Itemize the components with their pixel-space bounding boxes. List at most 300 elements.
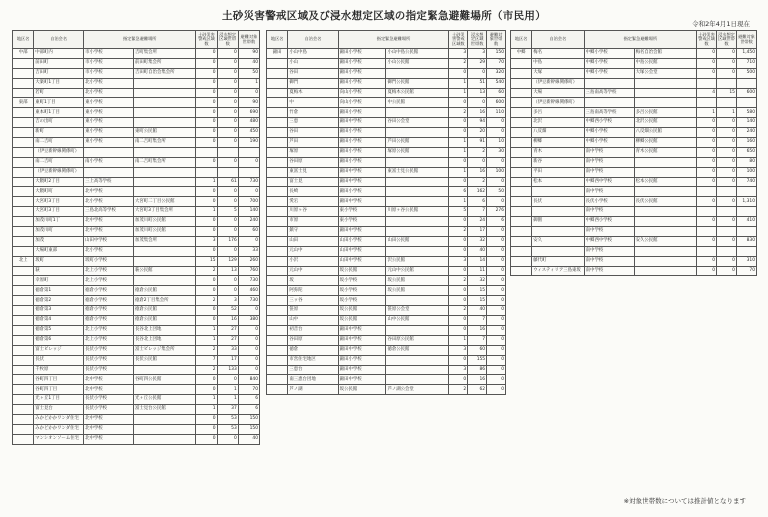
table-row xyxy=(267,217,506,227)
table-row xyxy=(13,88,260,98)
table-cell: 600 xyxy=(487,98,506,108)
table-cell: 藤代町 xyxy=(532,256,584,266)
table-cell: 中郷小学校 xyxy=(584,49,634,59)
table-row xyxy=(13,266,260,276)
table-row xyxy=(267,138,506,148)
table-row xyxy=(13,49,260,59)
table-row xyxy=(13,138,260,148)
table-cell xyxy=(133,167,195,177)
table-cell: 錦田中学校 xyxy=(338,177,386,187)
table-row xyxy=(13,167,260,177)
column-header: 土砂災害警戒区域数 xyxy=(697,31,717,49)
table-cell xyxy=(386,355,449,365)
table-cell: 0 xyxy=(217,49,238,59)
table-cell: 北中学校 xyxy=(84,424,134,434)
table-cell xyxy=(238,147,259,157)
table-cell: 52 xyxy=(217,306,238,316)
table-cell xyxy=(634,88,696,98)
table-cell: 0 xyxy=(217,246,238,256)
table-cell: 60 xyxy=(487,88,506,98)
table-cell: 650 xyxy=(736,147,756,157)
table-cell xyxy=(736,98,756,108)
table-cell xyxy=(267,345,288,355)
table-cell xyxy=(13,58,34,68)
table-cell: 0 xyxy=(238,236,259,246)
table-cell: 小山中島 xyxy=(288,49,338,59)
column-header: 浸水想定区域世帯数 xyxy=(717,31,737,49)
table-cell: 0 xyxy=(217,88,238,98)
table-cell: 53 xyxy=(217,424,238,434)
table-cell: 0 xyxy=(717,167,737,177)
table-cell: 北中学校 xyxy=(84,414,134,424)
table-cell: 2 xyxy=(449,385,468,395)
column-header: 避難対象世帯数 xyxy=(487,31,506,49)
table-cell: 730 xyxy=(238,276,259,286)
table-cell xyxy=(634,157,696,167)
table-cell xyxy=(511,207,532,217)
table-cell: 千枚原 xyxy=(34,365,84,375)
table-cell: 2 xyxy=(449,276,468,286)
table-cell: 0 xyxy=(238,187,259,197)
document-title: 土砂災害警戒区域及び浸水想定区域の指定緊急避難場所（市民用） xyxy=(222,10,546,22)
table-cell: 大塚 xyxy=(532,68,584,78)
table-cell: 2 xyxy=(449,306,468,316)
table-cell: マンシオンソーム住宅 xyxy=(34,434,84,444)
table-row xyxy=(511,68,757,78)
table-cell: 徳倉公民館 xyxy=(133,316,195,326)
table-cell xyxy=(13,276,34,286)
table-row xyxy=(13,118,260,128)
table-cell: 0 xyxy=(717,236,737,246)
table-cell: 松本 xyxy=(532,177,584,187)
table-row xyxy=(267,197,506,207)
table-cell: 吉町集会所 xyxy=(133,49,195,59)
table-cell: 山田中学校 xyxy=(338,246,386,256)
table-cell xyxy=(267,385,288,395)
table-cell: 1,450 xyxy=(736,49,756,59)
table-cell: 7 xyxy=(468,335,487,345)
table-row xyxy=(511,197,757,207)
table-row xyxy=(267,345,506,355)
table-cell: 長伏公民館 xyxy=(133,355,195,365)
table-cell: 6 xyxy=(468,197,487,207)
column-header: 自治会名 xyxy=(288,31,338,49)
table-cell: 0 xyxy=(487,227,506,237)
table-cell: 錦田小学校 xyxy=(338,355,386,365)
table-cell xyxy=(267,266,288,276)
table-cell: 0 xyxy=(217,98,238,108)
table-cell: 3 xyxy=(449,365,468,375)
table-cell: 0 xyxy=(697,217,717,227)
table-row xyxy=(13,157,260,167)
table-cell: 0 xyxy=(449,236,468,246)
table-cell xyxy=(267,78,288,88)
table-cell xyxy=(133,246,195,256)
table-cell: 坂小学校 xyxy=(338,286,386,296)
table-cell: 0 xyxy=(717,197,737,207)
table-cell: 0 xyxy=(487,246,506,256)
table-cell: 東本町1丁目 xyxy=(34,108,84,118)
table-cell: 芦田公民館 xyxy=(386,138,449,148)
table-cell: 大隈町2丁目 xyxy=(34,177,84,187)
table-cell: 27 xyxy=(217,325,238,335)
table-cell xyxy=(13,355,34,365)
table-row xyxy=(13,128,260,138)
table-cell: 24 xyxy=(468,217,487,227)
table-cell: 北中学校 xyxy=(84,385,134,395)
table-cell: 730 xyxy=(238,177,259,187)
table-cell xyxy=(267,296,288,306)
table-cell: 840 xyxy=(238,375,259,385)
table-cell: 三上高等学校 xyxy=(84,177,134,187)
table-cell xyxy=(217,147,238,157)
table-cell xyxy=(13,405,34,415)
table-row xyxy=(13,236,260,246)
table-cell: 0 xyxy=(468,157,487,167)
table-cell xyxy=(386,177,449,187)
table-cell xyxy=(13,157,34,167)
table-cell: 3 xyxy=(196,236,217,246)
table-cell xyxy=(511,138,532,148)
table-cell: 1 xyxy=(449,88,468,98)
table-cell: 80 xyxy=(736,157,756,167)
table-cell: 86 xyxy=(468,365,487,375)
table-row xyxy=(511,108,757,118)
table-cell: 61 xyxy=(217,177,238,187)
table-cell: 中郷西中学校 xyxy=(584,236,634,246)
table-cell: 平田 xyxy=(532,167,584,177)
table-cell xyxy=(13,434,34,444)
table-cell: 15 xyxy=(468,286,487,296)
table-cell: 松本公民館 xyxy=(634,177,696,187)
table-cell xyxy=(267,246,288,256)
table-cell xyxy=(13,385,34,395)
table-cell: 1 xyxy=(449,335,468,345)
table-cell: 多呂 xyxy=(532,108,584,118)
table-cell xyxy=(13,197,34,207)
table-cell xyxy=(584,98,634,108)
table-cell: 0 xyxy=(217,286,238,296)
table-cell: 0 xyxy=(217,138,238,148)
table-row xyxy=(511,147,757,157)
table-cell xyxy=(386,68,449,78)
table-cell: 11 xyxy=(468,266,487,276)
table-cell xyxy=(133,414,195,424)
table-cell: 0 xyxy=(449,217,468,227)
column-header: 浸水想定区域世帯数 xyxy=(468,31,487,49)
table-cell xyxy=(511,108,532,118)
table-cell: 1 xyxy=(449,78,468,88)
table-cell: 北中学校 xyxy=(84,227,134,237)
table-row xyxy=(511,128,757,138)
table-row xyxy=(267,355,506,365)
table-cell: 小山公民館 xyxy=(386,58,449,68)
table-cell: 0 xyxy=(487,286,506,296)
table-cell: 長伏公民館 xyxy=(634,197,696,207)
table-cell: 62 xyxy=(468,385,487,395)
table-cell xyxy=(267,227,288,237)
table-cell: 27 xyxy=(217,335,238,345)
table-cell: 北小学校 xyxy=(84,88,134,98)
table-cell: 17 xyxy=(468,227,487,237)
table-cell: 0 xyxy=(449,177,468,187)
table-cell: 0 xyxy=(487,355,506,365)
table-cell xyxy=(634,246,696,256)
table-cell: 760 xyxy=(238,266,259,276)
table-cell xyxy=(267,147,288,157)
table-cell: 450 xyxy=(238,128,259,138)
table-cell xyxy=(267,118,288,128)
table-cell: 加茂集会所 xyxy=(133,236,195,246)
table-cell: 吉田町自治会集会所 xyxy=(133,68,195,78)
table-cell: 0 xyxy=(487,197,506,207)
table-cell: 北中学校 xyxy=(84,375,134,385)
table-cell: 富士見台公民館 xyxy=(133,405,195,415)
table-cell: 夏梅木公民館 xyxy=(386,88,449,98)
table-cell: 310 xyxy=(736,256,756,266)
table-cell: 小沢 xyxy=(288,256,338,266)
table-cell: 錦田小学校 xyxy=(338,108,386,118)
column-header: 避難対象世帯数 xyxy=(238,31,259,49)
table-cell: 大宮町3丁目集会所 xyxy=(133,207,195,217)
table-cell: 13 xyxy=(217,266,238,276)
table-cell xyxy=(133,276,195,286)
table-cell: 40 xyxy=(238,434,259,444)
table-cell: 0 xyxy=(449,157,468,167)
table-cell: 70 xyxy=(487,58,506,68)
table-row xyxy=(267,187,506,197)
table-cell: 37 xyxy=(217,405,238,415)
table-cell: 錦田小学校 xyxy=(338,128,386,138)
table-cell: 0 xyxy=(217,118,238,128)
table-cell: 0 xyxy=(217,217,238,227)
table-cell xyxy=(511,88,532,98)
table-cell: 東小学校 xyxy=(84,138,134,148)
table-cell: 0 xyxy=(217,157,238,167)
table-row xyxy=(267,118,506,128)
table-cell: 川原ヶ谷 xyxy=(288,207,338,217)
table-cell: 0 xyxy=(697,177,717,187)
table-cell xyxy=(511,167,532,177)
table-cell: 谷田原公民館 xyxy=(386,335,449,345)
table-cell: 坂小学校 xyxy=(338,296,386,306)
table-cell xyxy=(267,375,288,385)
table-row xyxy=(13,68,260,78)
table-cell xyxy=(133,88,195,98)
table-cell xyxy=(133,187,195,197)
table-cell: 51 xyxy=(468,78,487,88)
column-header: 浸水想定区域世帯数 xyxy=(217,31,238,49)
table-row xyxy=(13,58,260,68)
table-cell xyxy=(511,58,532,68)
table-cell: 徳倉公民館 xyxy=(133,286,195,296)
table-cell: 0 xyxy=(468,68,487,78)
table-cell: 10 xyxy=(487,138,506,148)
table-cell: 芦ノ湖公会堂 xyxy=(386,385,449,395)
table-cell: 410 xyxy=(736,217,756,227)
table-cell: 2 xyxy=(196,266,217,276)
table-cell: 初音台 xyxy=(288,325,338,335)
table-cell xyxy=(634,187,696,197)
table-row xyxy=(13,385,260,395)
table-cell xyxy=(267,355,288,365)
table-cell: 長伏小学校 xyxy=(84,345,134,355)
table-cell: 萩 xyxy=(34,266,84,276)
table-cell xyxy=(267,316,288,326)
table-cell xyxy=(267,256,288,266)
table-cell: 中郷小学校 xyxy=(584,138,634,148)
table-cell: 0 xyxy=(196,58,217,68)
table-row xyxy=(267,276,506,286)
table-row xyxy=(511,266,757,276)
table-cell: 北小学校 xyxy=(84,78,134,88)
table-cell: 中郷小学校 xyxy=(584,128,634,138)
table-cell: 安久 xyxy=(532,236,584,246)
table-cell: （伊豆新幹線関係町） xyxy=(532,98,584,108)
table-cell: 小山 xyxy=(288,58,338,68)
table-cell: 150 xyxy=(238,424,259,434)
table-cell: 0 xyxy=(217,375,238,385)
table-cell: 三島南高等学校 xyxy=(584,108,634,118)
table-cell xyxy=(133,256,195,266)
table-cell xyxy=(133,424,195,434)
table-cell: 0 xyxy=(697,157,717,167)
table-cell: 笹原 xyxy=(288,306,338,316)
table-cell xyxy=(386,227,449,237)
table-row xyxy=(267,365,506,375)
table-cell xyxy=(13,167,34,177)
table-cell: 錦田小学校 xyxy=(338,187,386,197)
table-cell xyxy=(386,246,449,256)
table-cell xyxy=(13,78,34,88)
table-header-row xyxy=(267,31,506,49)
table-cell: 大塚公会堂 xyxy=(634,68,696,78)
table-cell: 0 xyxy=(487,177,506,187)
table-cell: 0 xyxy=(449,316,468,326)
table-row xyxy=(13,365,260,375)
table-cell: 0 xyxy=(487,385,506,395)
table-cell: 33 xyxy=(217,345,238,355)
table-cell: 0 xyxy=(196,414,217,424)
table-cell: 八反畑 xyxy=(532,128,584,138)
table-cell: 0 xyxy=(449,286,468,296)
table-cell: 1 xyxy=(196,335,217,345)
table-cell: 多呂公民館 xyxy=(634,108,696,118)
table-cell: 市原 xyxy=(288,217,338,227)
column-header: 指定緊急避難場所 xyxy=(84,31,196,49)
table-cell: 青木 xyxy=(532,147,584,157)
table-cell: 市小学校 xyxy=(84,58,134,68)
table-row xyxy=(13,325,260,335)
table-cell xyxy=(267,207,288,217)
table-cell xyxy=(267,68,288,78)
table-row xyxy=(13,108,260,118)
table-cell: 南三恵台団地 xyxy=(288,375,338,385)
table-cell: 徳倉第6 xyxy=(34,335,84,345)
table-cell: 南中学校 xyxy=(584,266,634,276)
table-cell: 大宮町3丁目 xyxy=(34,197,84,207)
table-cell: 谷田原 xyxy=(288,335,338,345)
table-cell: 元山中 xyxy=(288,246,338,256)
table-row xyxy=(511,49,757,59)
table-cell: みかどかかワンダ住宅 xyxy=(34,424,84,434)
table-cell xyxy=(133,147,195,157)
table-cell: 加茂 xyxy=(34,236,84,246)
table-cell: 0 xyxy=(449,355,468,365)
table-cell: 北小学校 xyxy=(84,197,134,207)
table-cell xyxy=(13,68,34,78)
table-cell: 0 xyxy=(487,128,506,138)
table-cell: 錦田中学校 xyxy=(338,118,386,128)
table-cell: 150 xyxy=(238,414,259,424)
table-cell: 中部町内 xyxy=(34,49,84,59)
table-cell: 錦田中学校 xyxy=(338,375,386,385)
table-cell: 0 xyxy=(697,147,717,157)
table-cell: 加茂川町1丁 xyxy=(34,217,84,227)
table-cell: 0 xyxy=(487,306,506,316)
table-cell: 2 xyxy=(196,296,217,306)
table-cell: 150 xyxy=(487,49,506,59)
table-row xyxy=(13,434,260,444)
table-cell xyxy=(511,217,532,227)
table-cell: 0 xyxy=(449,118,468,128)
table-cell xyxy=(13,335,34,345)
table-cell: 2 xyxy=(468,147,487,157)
table-cell: 坂公民館 xyxy=(338,266,386,276)
table-cell: 徳倉公民館 xyxy=(386,345,449,355)
table-cell xyxy=(13,296,34,306)
table-row xyxy=(13,217,260,227)
table-cell: 中島 xyxy=(532,58,584,68)
table-cell: 0 xyxy=(196,98,217,108)
table-cell: 2 xyxy=(468,177,487,187)
table-cell: 南中学校 xyxy=(584,157,634,167)
table-cell: 錦田小学校 xyxy=(338,78,386,88)
table-cell: 新谷 xyxy=(532,157,584,167)
table-cell xyxy=(511,227,532,237)
table-cell: 長伏小学校 xyxy=(84,365,134,375)
table-row xyxy=(511,207,757,217)
table-cell: 南二吉町 xyxy=(34,157,84,167)
table-cell: 0 xyxy=(196,217,217,227)
table-cell xyxy=(736,187,756,197)
evacuation-table-2 xyxy=(266,30,506,395)
table-cell: 0 xyxy=(196,78,217,88)
table-cell: 富士見台 xyxy=(34,405,84,415)
table-cell xyxy=(511,256,532,266)
table-row xyxy=(511,138,757,148)
table-cell: 90 xyxy=(238,98,259,108)
table-cell: 長伏 xyxy=(34,355,84,365)
table-cell: 0 xyxy=(196,118,217,128)
table-cell: 東富士見公民館 xyxy=(386,167,449,177)
table-cell: 柳郷 xyxy=(532,138,584,148)
table-cell: 0 xyxy=(449,246,468,256)
table-cell: 0 xyxy=(717,177,737,187)
table-cell: 0 xyxy=(717,58,737,68)
table-cell: 南中学校 xyxy=(584,147,634,157)
table-cell: 中 xyxy=(288,98,338,108)
table-cell: 山中公民館 xyxy=(386,316,449,326)
table-cell: 0 xyxy=(717,217,737,227)
table-cell xyxy=(511,118,532,128)
table-cell: 16 xyxy=(468,108,487,118)
table-cell: 70 xyxy=(238,385,259,395)
table-row xyxy=(13,345,260,355)
table-cell: 錦田小学校 xyxy=(338,58,386,68)
table-cell: 0 xyxy=(449,98,468,108)
table-cell: 0 xyxy=(468,98,487,108)
